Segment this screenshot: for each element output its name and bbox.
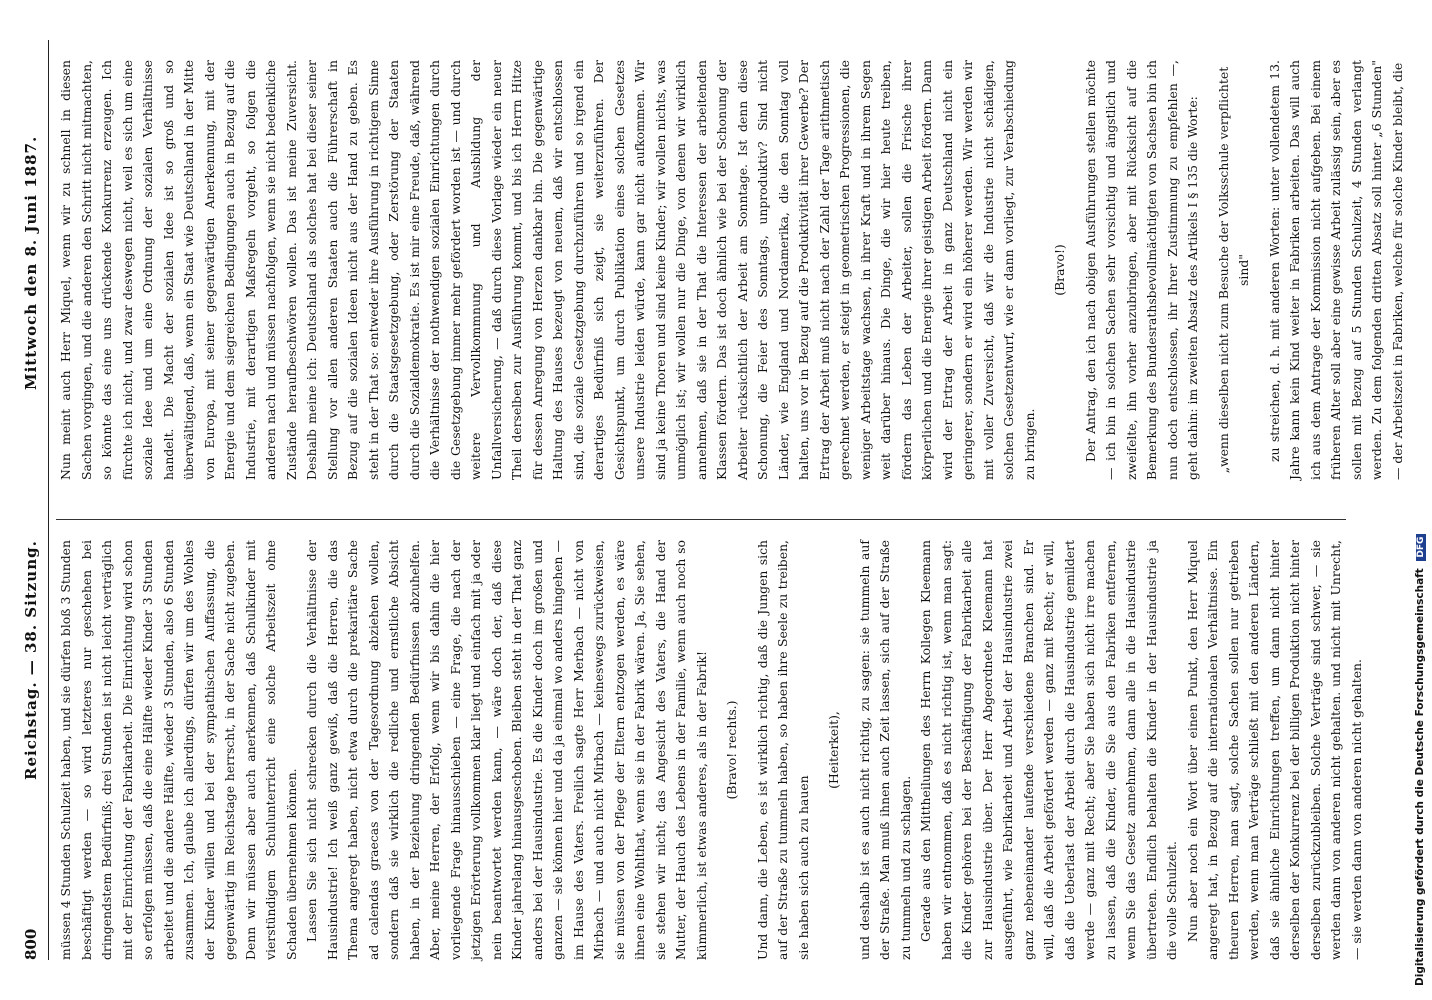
interjection: (Heiterkeit),: [826, 711, 841, 789]
interjection: (Bravo!): [1052, 244, 1067, 296]
right-running-title: Mittwoch den 8. Juni 1887.: [22, 135, 40, 390]
left-column: [56, 540, 1364, 960]
right-column: [56, 60, 1405, 480]
column-divider: [56, 519, 1346, 520]
credit-text: Digitalisierung gefördert durch die Deutsche Forschungsgemeinschaft: [1414, 568, 1426, 986]
page-number: 800: [22, 928, 40, 960]
page-header: [20, 40, 46, 960]
left-running-title: Reichstag. — 38. Sitzung.: [22, 540, 40, 780]
paragraph: Gerade aus den Mittheilungen des Herrn Kollegen Kleemann haben wir entnommen, daß es nicht richtig ist, wenn man sagt: die Kinder gehören bei der Beschäftigung der Fabrikarbeit alle zur Hausindustrie über. Der Herr Abgeordnete Kleemann hat ausgeführt, wie Fabrikarbeit und Arbeit der Hausindustrie zwei ganz nebeneinander laufende verschiedene Branchen sind. Er will, daß die Arbeit gefördert werden — ganz mit Recht; er will, daß die Ueberlast der Arbeit durch die Hausindustrie gemildert werde — ganz mit Recht; aber Sie haben sich nicht irre machen zu lassen, daß die Kinder, die Sie aus den Fabriken entfernen, wenn Sie das Gesetz annehmen, dann alle in die Hausindustrie übertreten. Endlich behalten die Kinder in der Hausindustrie ja die volle Schulzeit.: [918, 540, 1179, 960]
paragraph: Und dann, die Leben, es ist wirklich richtig, daß die Jungen sich auf der Straße zu tummeln haben, so haben ihre Seele zu treiben, sie haben sich auch zu hauen: [754, 540, 811, 960]
digitization-credit: [1414, 6, 1428, 986]
paragraph: Nun meint auch Herr Miquel, wenn wir zu schnell in diesen Sachen vorgingen, und die anderen den Schritt nicht mitmachten, so könnte das eine uns drückende Konkurrenz erzeugen. Ich fürchte ich nicht, und zwar deswegen nicht, weil es sich um eine soziale Idee und um eine Ordnung der sozialen Verhältnisse handelt. Die Macht der sozialen Idee ist so groß und so überwältigend, daß, wenn ein Staat wie Deutschland in der Mitte von Europa, mit seiner gegenwärtigen Anerkennung, mit der Energie und dem siegreichen Bedingungen auch in Bezug auf die Industrie, mit derartigen Maßregeln vorgeht, so folgen die anderen nach und müssen nachfolgen, wenn sie nicht bedenkliche Zustände heraufbeschwören wollen. Das ist meine Zuversicht. Deshalb meine ich: Deutschland als solches hat bei dieser seiner Stellung vor allen anderen Staaten auch die Führerschaft in Bezug auf die sozialen Ideen nicht aus der Hand zu geben. Es steht in der That so: entweder ihre Ausführung in richtigem Sinne durch die Staatsgesetzgebung, oder Zerstörung der Staaten durch die Sozialdemokratie. Es ist mir eine Freude, daß, während die Verhältnisse der nothwendigen sozialen Einrichtungen durch die Gesetzgebung immer mehr gefördert worden ist — und durch weitere Vervollkommnung und Ausbildung der Unfallversicherung, — daß durch diese Vorlage wieder ein neuer Theil derselben zur Ausführung kommt, und bis ich Herrn Hitze für dessen Anregung von Herzen dankbar bin. Die gegenwärtige Haltung des Hauses bezeugt von neuem, daß wir entschlossen sind, die soziale Gesetzgebung durchzuführen und so irgend ein derartiges Bedürfniß sich zeigt, sie weiterzuführen. Der Gesichtspunkt, um durch Publikation eines solchen Gesetzes unsere Industrie leiden würde, kann gar nicht aufkommen. Wir sind ja keine Thoren und sind keine Kinder; wir wollen nichts, was unmöglich ist; wir wollen nur die Dinge, von denen wir wirklich annehmen, daß sie in der That die Interessen der arbeitenden Klassen fördern. Das ist doch ähnlich wie bei der Schonung der Arbeiter rücksichtlich der Arbeit am Sonntage. Ist denn diese Schonung, die Feier des Sonntags, unproduktiv? Sind nicht Länder, wie England und Nordamerika, die den Sonntag voll halten, uns vor in Bezug auf die Produktivität ihrer Gewerbe? Der Ertrag der Arbeit muß nicht nach der Zahl der Tage arithmetisch gerechnet werden, er steigt in geometrischen Progressionen, die weniger Arbeitstage wachsen, in ihrer Kraft und in ihrem Segen weit darüber hinaus. Die Dinge, die wir hier heute treiben, fördern das Leben der Arbeiter, sollen die Frische ihrer körperlichen und die Energie ihrer geistigen Arbeit fördern. Dann wird der Ertrag der Arbeit in ganz Deutschland nicht ein geringerer, sondern er wird ein höherer werden. Wir werden wir mit voller Zuversicht, daß wir die Industrie nicht schädigen, solchen Gesetzentwurf, wie er dann vorliegt, zur Verabschiedung zu bringen.: [58, 60, 1037, 480]
paragraph: und deshalb ist es auch nicht richtig, zu sagen: sie tummeln auf der Straße. Man muß ihnen auch Zeit lassen, sich auf der Straße zu tummeln und zu schlagen.: [856, 540, 913, 960]
interjection: (Bravo! rechts.): [724, 700, 739, 800]
paragraph: Lassen Sie sich nicht schrecken durch die Verhältnisse der Hausindustrie! Ich weiß ganz gewiß, daß die Herren, die das Thema angeregt haben, nicht etwa durch die prekaritäre Sache ad calendas graecas von der Tagesordnung abziehen wollen, sondern daß sie wirklich die redliche und ernstliche Absicht haben, in der Beziehung dringenden Bedürfnissen abzuhelfen. Aber, meine Herren, der Erfolg, wenn wir bis dahin die hier vorliegende Frage hinausschieben — eine Frage, die nach der jetzigen Erörterung vollkommen klar liegt und einfach mit ja oder nein beantwortet werden kann, — wäre doch der, daß diese Kinder jahrelang hinausgeschoben. Bleiben steht in der That ganz anders bei der Hausindustrie. Es die Kinder doch im großen und ganzen — sie können hier und da ja einmal wo anders hingehen — im Hause des Vaters. Freilich sagte Herr Merbach — nicht von Mirbach — und auch nicht Mirbach — keineswegs zurückweisen, sie müssen von der Pflege der Eltern entzogen werden, es wäre ihnen eine Wohlthat, wenn sie in der Fabrik wären. Ja, Sie sehen, sie stehen wir nicht; das Angesicht des Vaters, die Hand der Mutter, der Hauch des Lebens in der Familie, wenn auch noch so kümmerlich, ist etwas anderes, als in der Fabrik!: [304, 540, 709, 960]
paragraph: müssen 4 Stunden Schulzeit haben, und sie dürfen bloß 3 Stunden beschäftigt werden — so wird letzteres nur geschehen bei dringendstem Bedürfniß; drei Stunden ist nicht leicht verträglich mit der Einrichtung der Fabrikarbeit. Die Einrichtung wird schon so erfolgen müssen, daß die eine Hälfte wieder Kinder 3 Stunden arbeitet und die andere Hälfte, wieder 3 Stunden, also 6 Stunden zusammen. Ich, glaube ich allerdings, dürfen wir um des Wohles der Kinder willen und bei der sympathischen Auffassung, die gegenwärtig im Reichstage herrscht, in der Sache nicht zugeben. Denn wir müssen aber auch anerkennen, daß Schulkinder mit vierstündigem Schulunterricht eine solche Arbeitszeit ohne Schaden übernehmen können.: [58, 540, 299, 960]
paragraph: zu streichen, d. h. mit anderen Worten: unter vollendetem 13. Jahre kann kein Kind weiter in Fabriken arbeiten. Das will auch ich aus dem Antrage der Kommission nicht aufgeben. Bei einem früheren Alter soll aber eine gewisse Arbeit zulässig sein, aber es sollen mit Bezug auf 5 Stunden Schulzeit, 4 Stunden verlangt werden. Zu dem folgenden dritten Absatz soll hinter „6 Stunden" — der Arbeitszeit in Fabriken, welche für solche Kinder bleibt, die: [1266, 60, 1405, 480]
paragraph: Der Antrag, den ich nach obigen Ausführungen stellen möchte — ich bin in solchen Sachen sehr vorsichtig und ängstlich und zweifelte, ihn vorher anzubringen, aber mit Rücksicht auf die Bemerkung des Bundesrathsbevollmächtigten von Sachsen bin ich nun doch entschlossen, ihr Ihrer Zustimmung zu empfehlen —, geht dahin: im zweiten Absatz des Artikels I § 135 die Worte:: [1082, 60, 1200, 480]
quoted-clause: „wenn dieselben nicht zum Besuche der Volksschule verpflichtet sind": [1215, 66, 1251, 474]
dfg-logo: DFG: [1416, 534, 1426, 561]
header-rule: [48, 40, 49, 960]
paragraph: Nun aber noch ein Wort über einen Punkt, den Herr Miquel angeregt hat, in Bezug auf die internationalen Verhältnisse. Ein theuren Herren, man sagt, solche Sachen sollen nur getrieben werden, wenn man Verträge schließt mit den anderen Ländern, daß sie ähnliche Einrichtungen treffen, um dann nicht hinter derselben der Konkurrenz bei der billigen Produktion nicht hinter derselben zurückzubleiben. Solche Verträge sind schwer, — sie werden dann von anderen nicht gehalten. und nicht mit Unrecht, — sie werden dann von anderen nicht gehalten.: [1184, 540, 1364, 960]
